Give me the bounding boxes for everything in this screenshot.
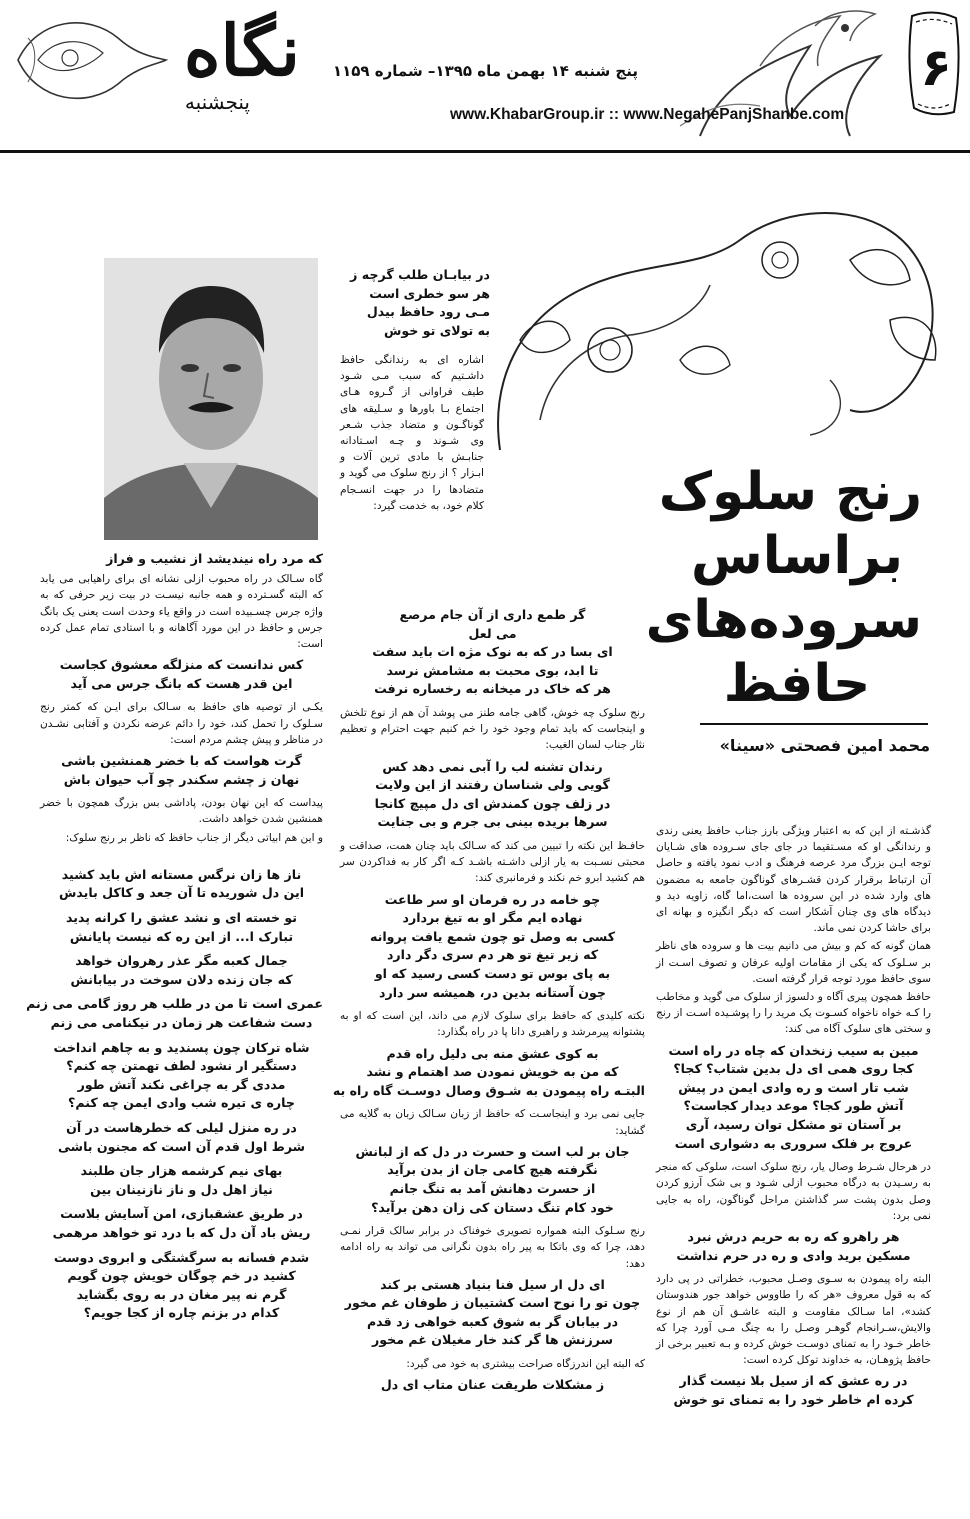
website-links[interactable]: www.KhabarGroup.ir :: www.NegahePanjShanbe.com — [450, 106, 845, 123]
poem-verse-top: در بیابـان طلب گرچه ز هر سو خطری است مـی رود حافظ بیدل به تولای تو خوش — [350, 267, 490, 338]
poem-verse: رندان تشنه لب را آبی نمی دهد کس گویی ولی شناسان رفتند از این ولایت در زلف چون کمندش ای دل مپیچ کانجا سرها بریده بینی بی جرم و بی جنایت — [374, 758, 611, 830]
poem-verse: در ره عشق که از سیل بلا نیست گذار کرده ام خاطر خود را به تمنای تو خوش — [673, 1373, 914, 1408]
poem-verse: به کوی عشق منه بی دلیل راه قدم که من به خویش نمودن صد اهتمام و نشد البتـه راه پیمودن به شـوق وصال دوسـت گاه راه به — [332, 1045, 645, 1098]
poem-verse: در ره منزل لیلی که خطرهاست در آن شرط اول قدم آن است که مجنون باشی — [57, 1119, 306, 1154]
page-number: ۶ — [920, 38, 952, 98]
paragraph: رنج سـلوک البته همواره تصویری خوفناک در برابر سالک قرار نمـی دهد، چرا که وی باتکا به پیر راه بدون نگرانی می تواند به راه ادامه دهد: — [340, 1225, 645, 1270]
poem-verse: گر طمع داری از آن جام مرصع می لعل ای بسا در که به نوک مژه ات باید سفت تا ابد، بوی محبت به مشامش نرسد هر که خاک در میخانه به رخساره نرفت — [372, 607, 613, 697]
author-portrait — [104, 258, 318, 540]
page-number-ornament — [906, 8, 962, 118]
article-column-right — [656, 823, 931, 1416]
poem-verse: شاه ترکان چون پسندید و به چاهم انداخت دستگیر ار نشود لطف تهمتن چه کنم؟ مددی گر به چراغی نکند آتش طور چاره ی تیره شب وادی ایمن چه کنم؟ — [53, 1039, 310, 1111]
paragraph: گاه سـالک در راه محبوب ازلی نشانه ای برای راهیابی می یابد که البته گسـترده و همه جانبه نیسـت در بیت زیر حرفی که به واژه جرس چسـبیده است در واقع یاء وحدت است یعنی یک بانگ جرس و حافظ در این مورد آگاهانه و با استادی تمام عمل کرده است: — [40, 573, 323, 651]
poem-verse: ای دل ار سیل فنا بنیاد هستی بر کند چون تو را نوح است کشتیبان ز طوفان غم مخور در بیابان گر به شوق کعبه خواهی زد قدم سرزنش ها گر کند خار مغیلان غم مخور — [344, 1276, 641, 1348]
paragraph: همان گونه که کم و بیش می دانیم بیت ها و سروده های ناظر بر سـلوک که یکی از مقامات اولیه عرفان و تصوف اسـت از سوی حافظ مورد توجه قرار گرفته است. — [656, 940, 931, 985]
paragraph: حافظ همچون پیری آگاه و دلسوز از سلوک می گوید و مخاطب را کـه خواه ناخواه کسـوت یک مرید را را پوشـیده اسـت از رنج و سختی های سلوک آگاه می کند: — [656, 991, 931, 1036]
paragraph: یکـی از توصیه های حافظ به سـالک برای ایـن که کمتر رنج سـلوک را تحمل کند، خود را دائم عرضه نکردن و آفتابی نشـدن در مناظر و پیش چشم مردم است: — [40, 701, 323, 746]
article-column-middle — [332, 602, 645, 1401]
paragraph: گذشـته از این که به اعتبار ویژگی بارز جناب حافظ یعنی رندی و رندانگی او که مسـتقیما در جای جای سـروده های شـایان توجه ایـن بزرگ مرد عرصه فرهنگ و ادب نمود یافته و حاصل آن ارتباط برقرار کردن قشـرهای گوناگون جامعه به مضمون های وارد شده در این سروده ها است،اما گاه، زاویه دید و دیدگاه های وی چنان آشکار است که دیگر انگیزه و بهانه ای برای حاشا کردن نمی ماند. — [656, 825, 931, 935]
poem-verse: در طریق عشقبازی، امن آسایش بلاست ریش باد آن دل که با درد تو خواهد مرهمی — [52, 1206, 311, 1240]
poem-verse: چو خامه در ره فرمان او سر طاعت نهاده ایم مگر او به تیغ بردارد کسی به وصل تو چون شمع یافت پروانه که زیر تیغ تو هر دم سری دگر دارد به پای بوس تو دست کسی رسید که او چون آستانه بدین در، همیشه سر دارد — [369, 891, 616, 1000]
poem-verse: عمری است تا من در طلب هر روز گامی می زنم دست شفاعت هر زمان در نیکنامی می زنم — [26, 996, 323, 1030]
issue-date-line: پنج شنبه ۱۴ بهمن ماه ۱۳۹۵– شماره ۱۱۵۹ — [332, 62, 638, 80]
newspaper-logo — [150, 9, 310, 124]
title-line-4: حافظ — [723, 654, 871, 714]
paragraph: که البته این اندرزگاه صراحت بیشتری به خود می گیرد: — [406, 1358, 645, 1371]
poem-verse: مبین به سیب زنخدان که چاه در راه است کجا روی همی ای دل بدین شتاب؟ کجا؟ شب تار است و ره وادی ایمن در پیش آتش طور کجا؟ موعد دیدار کجاست؟ بر آستان تو مشکل توان رسید، آری عروج بر فلک سروری به دشواری است — [668, 1042, 919, 1151]
article-author: محمد امین فصحتی «سینا» — [719, 736, 930, 755]
masthead — [0, 0, 970, 150]
title-line-2: براساس — [690, 526, 904, 586]
header-divider — [0, 150, 970, 153]
poem-verse: جمال کعبه مگر عذر رهروان خواهد که جان زنده دلان سوخت در بیابانش — [70, 953, 293, 987]
poem-verse: ناز ها زان نرگس مستانه اش باید کشید این دل شوریده تا آن جعد و کاکل بایدش — [58, 866, 305, 901]
paragraph: رنج سلوک چه خوش، گاهی جامه طنز می پوشد آن هم از نوع تلخش و اینجاست که باید تمام وجود خود را خم کنیم جهت احترام و تعظیم نثار جناب لسان الغیب: — [340, 706, 645, 752]
floral-arabesque-icon — [480, 200, 950, 460]
floral-ornament-icon — [8, 8, 168, 113]
poem-verse: هر راهرو که ره به حریم درش نبرد مسکین برید وادی و ره در حرم نداشت — [676, 1229, 911, 1263]
paragraph: حافـظ این نکته را تبیین می کند که سـالک باید چنان همت، صداقت و محبتی نسـبت به یار ازلی داشـته باشـد کـه اگر کار به فداکردن سر هم کشید ابرو خم نکند و فرمانبری کند: — [340, 839, 645, 885]
article-column-middle-top — [340, 352, 484, 516]
phoenix-bird-icon — [640, 6, 900, 146]
poem-verse: شدم فسانه به سرگشتگی و ابروی دوست کشید در خم چوگان خویش چون گویم گرم نه پیر مغان در به روی بگشاید کدام در بزنم چاره از کجا جویم؟ — [53, 1249, 310, 1321]
logo-word: نگاه — [183, 9, 300, 92]
logo-subtitle: پنجشنبه — [184, 90, 250, 114]
article-title — [645, 460, 922, 716]
paragraph: پیداست که این نهان بودن، پاداشی بس بزرگ همچون با خضر همنشین شدن خواهد داشت. — [40, 797, 323, 826]
paragraph: البته راه پیمودن به سـوی وصـل محبوب، خطراتی در پی دارد که به قول معروف «هر که را طاووس خواهد جور هندوستان کشد»، اما سـالک مقاومت و البته عاشـق آن هم از نوع والایش،سـرانجام گوهـر وصـل را به چنگ مـی آورد چرا که خاطر خـود را به تمنای دوسـت خوش کرده و بـه تعبیر برخی از حافظ پژوهـان، به خداوند توکل کرده است: — [656, 1273, 931, 1367]
paragraph: و این هم ابیاتی دیگر از جناب حافظ که ناظر بر رنج سلوک: — [65, 831, 323, 844]
poem-verse: تو خسته ای و نشد عشق را کرانه پدید تبارک ا... از این ره که نیست پایانش — [65, 910, 298, 944]
poem-line-heading: که مرد راه نیندیشد از نشیب و فراز — [106, 551, 323, 566]
title-line-3: سروده‌های — [645, 590, 922, 650]
poem-verse: ز مشکلات طریقت عنان متاب ای دل — [380, 1377, 605, 1393]
poem-verse: گرت هواست که با خضر همنشین باشی نهان ز چشم سکندر چو آب حیوان باش — [61, 753, 302, 787]
author-photo-icon — [104, 258, 318, 540]
author-divider — [700, 723, 928, 725]
paragraph: جایی نمی برد و اینجاسـت که حافظ از زبان سـالک زبان به گلایه می گشاید: — [340, 1108, 645, 1137]
article-column-left — [26, 545, 323, 1329]
poem-verse: جان بر لب است و حسرت در دل که از لبانش نگرفته هیچ کامی جان از بدن برآید از حسرت دهانش آمد به تنگ جانم خود کام تنگ دستان کی زان دهن برآید؟ — [355, 1143, 630, 1215]
paragraph: در هرحال شـرط وصال یار، رنج سلوک است، سلوکی که منجر به رسـیدن به درگاه محبوب ازلی شـود و بی شک آرزو کردن وصل بدون پشت سر گذاشتن مراحل گوناگون، راه به جایی نمی برد: — [656, 1161, 931, 1222]
title-line-1: رنج سلوک — [658, 462, 922, 522]
poem-verse: کس ندانست که منزلگه معشوق کجاست این قدر هست که بانگ جرس می آید — [59, 657, 304, 691]
paragraph: نکته کلیدی که حافظ برای سلوک لازم می داند، این است که او به پشتوانه پیرمرشد و راهبری دانا پا در راه بگذارد: — [340, 1010, 645, 1039]
poem-verse: بهای نیم کرشمه هزار جان طلبند نیاز اهل دل و ناز نازنینان بین — [80, 1163, 283, 1197]
paragraph: اشاره ای به رندانگی حافظ داشـتیم که سبب مـی شـود طیف فراوانی از گـروه هـای اجتماع بـا باورها و سـلیقه های گوناگـون و متضاد جذب شـعر وی شـوند و چـه اسـتادانه جنابـش با مادی ترین آلات و ابـزار ؟ از رنج سلوک می گوید و متضادها را در جهت انسـجام کلام خود، به خدمت گیرد: — [340, 354, 484, 512]
